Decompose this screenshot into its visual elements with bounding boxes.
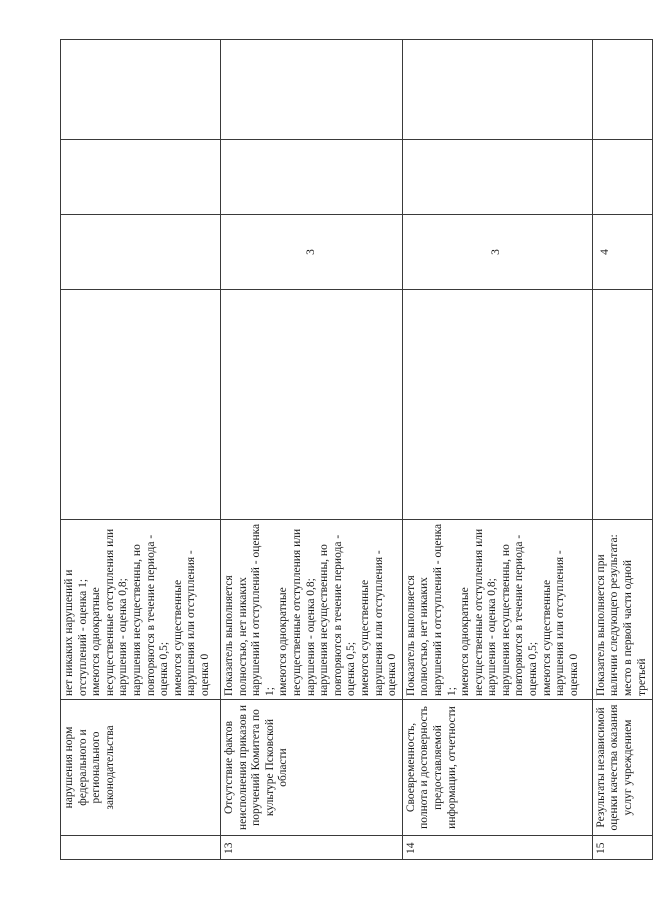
empty-cell [402, 290, 592, 520]
row-number: 13 [221, 836, 403, 860]
table-row [61, 40, 221, 860]
indicator-criteria-text: Показатель выполняется при наличии следующего результата: место в первой части одной третьей [594, 534, 648, 696]
table-row [592, 40, 652, 860]
empty-cell [61, 40, 221, 140]
rotated-table-wrapper [60, 40, 650, 860]
criteria-table [60, 39, 653, 860]
max-score: 4 [592, 215, 652, 290]
empty-cell [402, 40, 592, 140]
max-score: 3 [221, 215, 403, 290]
indicator-criteria [592, 520, 652, 700]
row-number: 15 [592, 836, 652, 860]
indicator-name: Отсутствие фактов неисполнения приказов и поручений Комитета по культуре Псковской области [221, 700, 403, 836]
indicator-name: Своевременность, полнота и достоверность предоставляемой информации, отчетности [402, 700, 592, 836]
empty-cell [402, 140, 592, 215]
empty-cell [592, 290, 652, 520]
empty-cell [592, 140, 652, 215]
empty-cell [61, 140, 221, 215]
empty-cell [221, 40, 403, 140]
indicator-name [592, 700, 652, 836]
max-score: 3 [402, 215, 592, 290]
row-number: 14 [402, 836, 592, 860]
empty-cell [592, 40, 652, 140]
empty-cell [221, 290, 403, 520]
indicator-criteria: Показатель выполняется полностью, нет никаких нарушений и отступлений - оценка 1; имеются однократные несущественные отступления или нарушения - оценка 0,8; нарушения несущественны, но повторяются в течение периода - оценка 0,5; имеются существенные нарушения или отступления - оценка 0 [221, 520, 403, 700]
table-row [221, 40, 403, 860]
indicator-criteria: нет никаких нарушений и отступлений - оценка 1; имеются однократные несущественные отступления или нарушения - оценка 0,8; нарушения несущественны, но повторяются в течение периода - оценка 0,5; имеются существенные нарушения или отступления - оценка 0 [61, 520, 221, 700]
indicator-name: нарушения норм федерального и регионального законодательства [61, 700, 221, 836]
empty-cell [221, 140, 403, 215]
empty-cell [61, 290, 221, 520]
max-score [61, 215, 221, 290]
indicator-criteria: Показатель выполняется полностью, нет никаких нарушений и отступлений - оценка 1; имеются однократные несущественные отступления или нарушения - оценка 0,8; нарушения несущественны, но повторяются в течение периода - оценка 0,5; имеются существенные нарушения или отступления - оценка 0 [402, 520, 592, 700]
table-row [402, 40, 592, 860]
indicator-name-text: Результаты независимой оценки качества оказания услуг учреждением [594, 704, 634, 831]
row-number [61, 836, 221, 860]
